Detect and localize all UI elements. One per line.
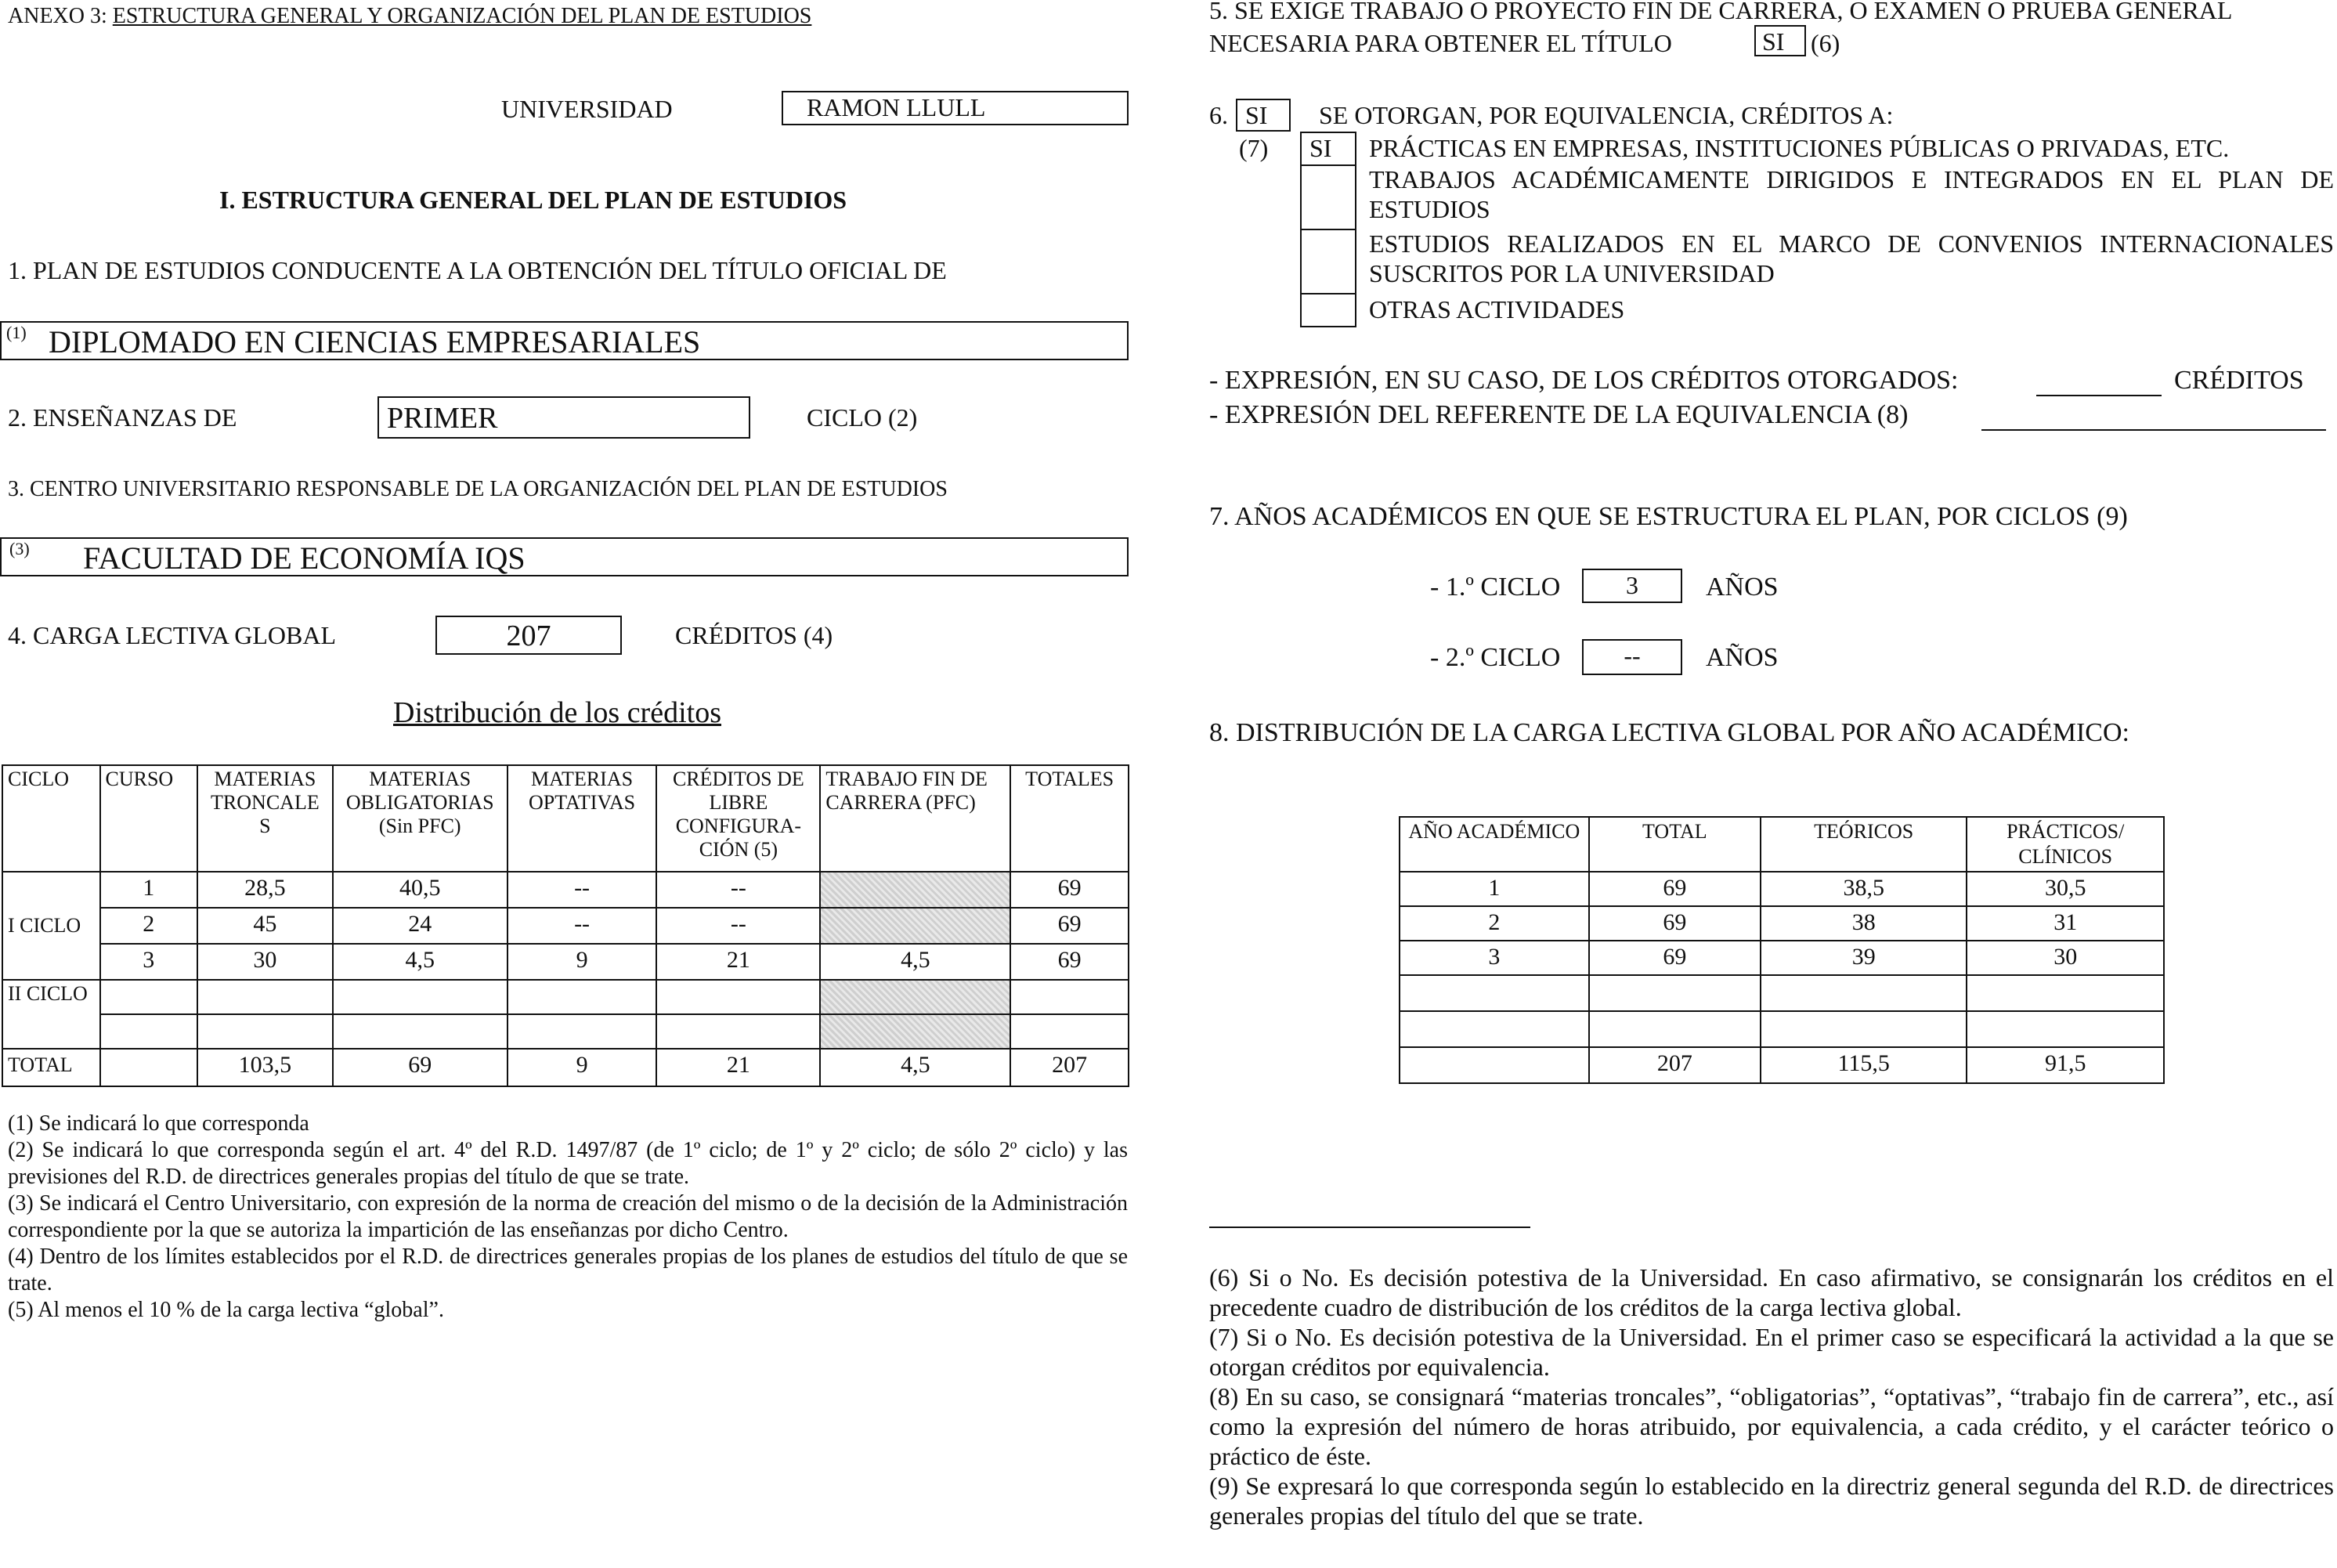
total-row <box>2 1049 1129 1086</box>
credits-header-row <box>2 765 1129 872</box>
table-cell: 39 <box>1761 941 1967 975</box>
center-field <box>0 537 1129 576</box>
university-field <box>782 91 1129 125</box>
table-cell: 69 <box>333 1049 507 1086</box>
cycle1-cell: I CICLO <box>2 872 100 980</box>
cycle2-years-value: -- <box>1624 641 1641 670</box>
table-cell-shaded <box>820 1014 1010 1049</box>
table-cell <box>100 980 198 1014</box>
table-row <box>2 908 1129 944</box>
global-load-field <box>435 616 622 655</box>
cycle1-years-box <box>1582 569 1682 603</box>
distribution-title: Distribución de los créditos <box>393 696 721 729</box>
table-cell <box>197 1014 333 1049</box>
expr1-suffix: CRÉDITOS <box>2174 366 2304 395</box>
table-cell <box>1400 975 1589 1011</box>
section-title: I. ESTRUCTURA GENERAL DEL PLAN DE ESTUDIOS <box>219 186 847 214</box>
credits-header-cell: MATERIAS OPTATIVAS <box>507 765 657 872</box>
table-cell-shaded <box>820 872 1010 908</box>
table-cell-shaded <box>820 908 1010 944</box>
cycle2-years-label: AÑOS <box>1706 643 1779 672</box>
expr1-blank-line <box>2036 395 2162 396</box>
table-cell: 30,5 <box>1967 872 2164 906</box>
footnote: (2) Se indicará lo que corresponda según el art. 4º del R.D. 1497/87 (de 1º ciclo; de 1º y 2º ciclo; de sólo 2º ciclo) y las previsiones del R.D. de directrices generales propias del título de que se trate. <box>8 1138 1128 1189</box>
cycle1-label: - 1.º CICLO <box>1430 573 1561 602</box>
expr2-blank-line <box>1981 429 2326 431</box>
table-cell: 31 <box>1967 906 2164 941</box>
cycle2-cell: II CICLO <box>2 980 100 1049</box>
table-cell <box>100 1014 198 1049</box>
table-cell: 30 <box>197 944 333 980</box>
item1-label: 1. PLAN DE ESTUDIOS CONDUCENTE A LA OBTENCIÓN DEL TÍTULO OFICIAL DE <box>8 256 947 284</box>
footnote: (1) Se indicará lo que corresponda <box>8 1111 309 1136</box>
item4-suffix: CRÉDITOS (4) <box>675 621 833 649</box>
table-cell: 21 <box>656 1049 820 1086</box>
table-cell-shaded <box>820 980 1010 1014</box>
table-row <box>2 1014 1129 1049</box>
yearly-header-row <box>1400 817 2164 872</box>
credits-header-cell: TRABAJO FIN DE CARRERA (PFC) <box>820 765 1010 872</box>
table-row <box>2 944 1129 980</box>
degree-title-ref: (1) <box>6 323 27 342</box>
table-cell: 38 <box>1761 906 1967 941</box>
total-label: TOTAL <box>2 1049 100 1086</box>
table-cell: -- <box>656 908 820 944</box>
item3-label: 3. CENTRO UNIVERSITARIO RESPONSABLE DE LA ORGANIZACIÓN DEL PLAN DE ESTUDIOS <box>8 477 948 501</box>
table-cell <box>333 980 507 1014</box>
table-cell: 21 <box>656 944 820 980</box>
cycle2-years-box <box>1582 639 1682 675</box>
yearly-load-table <box>1399 816 2165 1084</box>
table-cell: -- <box>507 908 657 944</box>
table-cell: 103,5 <box>197 1049 333 1086</box>
item5-line1: 5. SE EXIGE TRABAJO O PROYECTO FIN DE CARRERA, O EXAMEN O PRUEBA GENERAL <box>1209 0 2233 24</box>
yearly-header-cell: PRÁCTICOS/ CLÍNICOS <box>1967 817 2164 872</box>
table-cell <box>100 1049 198 1086</box>
credits-header-cell: MATERIAS OBLIGATORIAS (Sin PFC) <box>333 765 507 872</box>
right-footnotes <box>1209 1263 2334 1530</box>
table-row <box>2 980 1129 1014</box>
credits-header-cell: CRÉDITOS DE LIBRE CONFIGURA-CIÓN (5) <box>656 765 820 872</box>
item5-line2: NECESARIA PARA OBTENER EL TÍTULO <box>1209 29 1672 57</box>
option-value: SI <box>1309 134 1332 162</box>
option-text: ESTUDIOS REALIZADOS EN EL MARCO DE CONVENIOS INTERNACIONALES SUSCRITOS POR LA UNIVERSIDAD <box>1369 229 2334 287</box>
item6-text: SE OTORGAN, POR EQUIVALENCIA, CRÉDITOS A: <box>1319 101 1894 129</box>
table-cell: 69 <box>1589 872 1761 906</box>
table-cell: 69 <box>1010 872 1129 908</box>
table-row <box>1400 975 2164 1011</box>
footnote: (6) Si o No. Es decisión potestiva de la Universidad. En caso afirmativo, se consignarán los créditos en el precedente cuadro de distribución de los créditos de la carga lectiva global. <box>1209 1263 2334 1321</box>
option-text: OTRAS ACTIVIDADES <box>1369 295 1625 323</box>
table-cell <box>1400 1047 1589 1083</box>
expr1-label: - EXPRESIÓN, EN SU CASO, DE LOS CRÉDITOS OTORGADOS: <box>1209 366 1959 395</box>
item6-ref: (7) <box>1239 134 1269 162</box>
table-cell: 28,5 <box>197 872 333 908</box>
table-cell <box>197 980 333 1014</box>
item6-value: SI <box>1245 101 1268 129</box>
table-cell: 115,5 <box>1761 1047 1967 1083</box>
table-cell: 45 <box>197 908 333 944</box>
table-cell <box>1589 975 1761 1011</box>
total-row <box>1400 1047 2164 1083</box>
table-cell: 2 <box>1400 906 1589 941</box>
table-cell <box>1967 975 2164 1011</box>
cycle1-years-value: 3 <box>1626 571 1638 599</box>
table-cell <box>656 980 820 1014</box>
table-cell: 4,5 <box>333 944 507 980</box>
center-ref: (3) <box>9 539 30 558</box>
item8-label: 8. DISTRIBUCIÓN DE LA CARGA LECTIVA GLOBAL POR AÑO ACADÉMICO: <box>1209 718 2129 747</box>
option-box <box>1300 164 1356 230</box>
table-cell: 2 <box>100 908 198 944</box>
table-row <box>1400 1011 2164 1047</box>
item5-answer-box <box>1754 25 1806 56</box>
degree-title-field <box>0 321 1129 360</box>
university-label: UNIVERSIDAD <box>501 95 673 123</box>
table-row <box>1400 941 2164 975</box>
table-cell: 30 <box>1967 941 2164 975</box>
item6-answer-box <box>1236 99 1291 132</box>
table-cell <box>507 1014 657 1049</box>
cycle-value: PRIMER <box>387 402 498 435</box>
table-cell: 40,5 <box>333 872 507 908</box>
yearly-header-cell: TOTAL <box>1589 817 1761 872</box>
yearly-header-cell: TEÓRICOS <box>1761 817 1967 872</box>
table-row <box>1400 872 2164 906</box>
table-cell: -- <box>656 872 820 908</box>
table-cell <box>1761 1011 1967 1047</box>
table-cell <box>1010 980 1129 1014</box>
option-text: PRÁCTICAS EN EMPRESAS, INSTITUCIONES PÚBLICAS O PRIVADAS, ETC. <box>1369 134 2230 162</box>
table-row <box>1400 906 2164 941</box>
footnote-separator <box>1209 1227 1530 1228</box>
credits-table <box>2 764 1129 1087</box>
footnote: (4) Dentro de los límites establecidos por el R.D. de directrices generales propias de los planes de estudios del título de que se trate. <box>8 1245 1128 1295</box>
global-load-value: 207 <box>506 620 551 652</box>
annex-title: ESTRUCTURA GENERAL Y ORGANIZACIÓN DEL PLAN DE ESTUDIOS <box>112 4 812 28</box>
degree-title-value: DIPLOMADO EN CIENCIAS EMPRESARIALES <box>49 324 701 359</box>
table-cell: 1 <box>1400 872 1589 906</box>
table-cell <box>656 1014 820 1049</box>
option-box <box>1300 293 1356 327</box>
footnote: (3) Se indicará el Centro Universitario, con expresión de la norma de creación del mismo o de la decisión de la Administración correspondiente por la que se autoriza la impartición de las enseñanzas por dicho Centro. <box>8 1191 1128 1242</box>
footnote: (8) En su caso, se consignará “materias troncales”, “obligatorias”, “optativas”, “trabajo fin de carrera”, etc., así como la expresión del número de horas atribuido, por equivalencia, a cada crédito, y el carácter teórico o práctico de éste. <box>1209 1382 2334 1470</box>
table-cell: 4,5 <box>820 944 1010 980</box>
footnote: (7) Si o No. Es decisión potestiva de la Universidad. En el primer caso se especificará la actividad a la que se otorgan créditos por equivalencia. <box>1209 1323 2334 1381</box>
item6-number: 6. <box>1209 101 1228 129</box>
item7-label: 7. AÑOS ACADÉMICOS EN QUE SE ESTRUCTURA EL PLAN, POR CICLOS (9) <box>1209 502 2128 531</box>
item2-suffix: CICLO (2) <box>807 403 918 432</box>
credits-header-cell: MATERIAS TRONCALE S <box>197 765 333 872</box>
yearly-header-cell: AÑO ACADÉMICO <box>1400 817 1589 872</box>
cycle1-years-label: AÑOS <box>1706 573 1779 602</box>
table-cell: 3 <box>1400 941 1589 975</box>
university-value: RAMON LLULL <box>807 93 986 121</box>
annex-prefix: ANEXO 3: <box>8 4 107 28</box>
table-cell: 38,5 <box>1761 872 1967 906</box>
footnote: (5) Al menos el 10 % de la carga lectiva “global”. <box>8 1298 444 1322</box>
table-cell <box>1761 975 1967 1011</box>
item4-label: 4. CARGA LECTIVA GLOBAL <box>8 621 336 649</box>
credits-header-cell: CURSO <box>100 765 198 872</box>
table-cell: 207 <box>1010 1049 1129 1086</box>
table-cell: 69 <box>1589 906 1761 941</box>
table-cell: 207 <box>1589 1047 1761 1083</box>
credits-header-cell: CICLO <box>2 765 100 872</box>
item5-value: SI <box>1762 27 1785 56</box>
table-cell: 3 <box>100 944 198 980</box>
table-cell <box>507 980 657 1014</box>
table-row <box>2 872 1129 908</box>
option-box <box>1300 229 1356 294</box>
center-value: FACULTAD DE ECONOMÍA IQS <box>83 540 526 576</box>
cycle2-label: - 2.º CICLO <box>1430 643 1561 672</box>
annex-header <box>8 3 811 30</box>
table-cell: 69 <box>1010 944 1129 980</box>
option-box <box>1300 132 1356 166</box>
table-cell: 24 <box>333 908 507 944</box>
credits-header-cell: TOTALES <box>1010 765 1129 872</box>
table-cell: 69 <box>1589 941 1761 975</box>
item5-ref: (6) <box>1811 29 1840 57</box>
table-cell: 69 <box>1010 908 1129 944</box>
table-cell <box>1400 1011 1589 1047</box>
table-cell <box>333 1014 507 1049</box>
table-cell: -- <box>507 872 657 908</box>
option-text: TRABAJOS ACADÉMICAMENTE DIRIGIDOS E INTEGRADOS EN EL PLAN DE ESTUDIOS <box>1369 165 2334 223</box>
table-cell: 91,5 <box>1967 1047 2164 1083</box>
table-cell: 4,5 <box>820 1049 1010 1086</box>
left-footnotes <box>8 1111 1128 1324</box>
table-cell: 9 <box>507 1049 657 1086</box>
cycle-field <box>377 396 750 439</box>
table-cell <box>1589 1011 1761 1047</box>
expr2-label: - EXPRESIÓN DEL REFERENTE DE LA EQUIVALENCIA (8) <box>1209 400 1909 429</box>
table-cell <box>1967 1011 2164 1047</box>
item2-label: 2. ENSEÑANZAS DE <box>8 403 237 432</box>
table-cell: 9 <box>507 944 657 980</box>
table-cell <box>1010 1014 1129 1049</box>
table-cell: 1 <box>100 872 198 908</box>
footnote: (9) Se expresará lo que corresponda según lo establecido en la directriz general segunda del R.D. de directrices generales propias del título del que se trate. <box>1209 1472 2334 1530</box>
